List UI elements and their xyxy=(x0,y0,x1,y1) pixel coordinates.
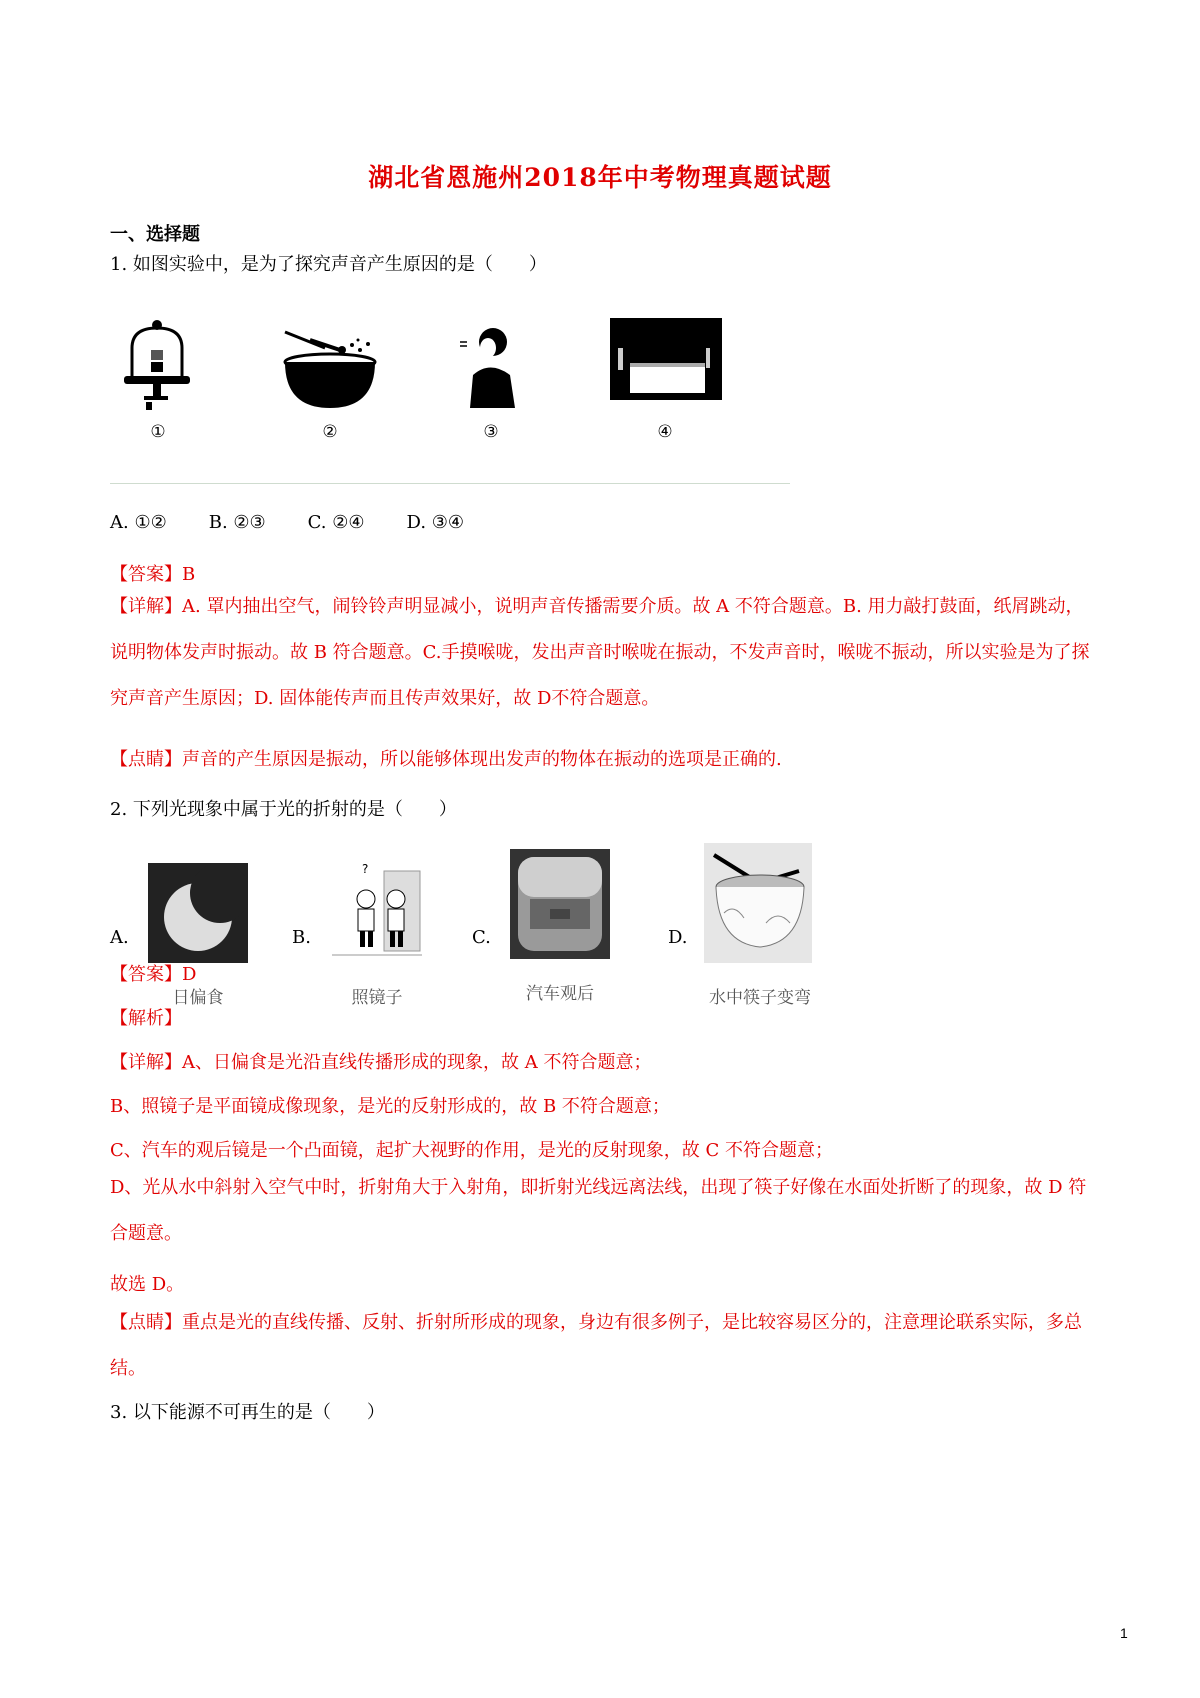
mirror-image xyxy=(332,863,422,963)
question-2-detail-a: 【详解】A、日偏食是光沿直线传播形成的现象，故 A 不符合题意； xyxy=(110,1052,652,1073)
caption-chopsticks: 水中筷子变弯 xyxy=(709,988,811,1008)
partial-eclipse-image xyxy=(148,863,248,963)
question-2-detail-b: B、照镜子是平面镜成像现象，是光的反射形成的，故 B 不符合题意； xyxy=(110,1096,670,1117)
question-1-answer: 【答案】B xyxy=(110,564,196,585)
drum-illustration xyxy=(280,320,380,415)
caption-rearview: 汽车观后 xyxy=(526,984,594,1004)
section-heading: 一、选择题 xyxy=(110,224,200,245)
caption-mirror: 照镜子 xyxy=(351,988,403,1008)
page-number: 1 xyxy=(1120,1625,1128,1641)
figure-label-2: ② xyxy=(322,422,338,442)
option-a: A. ①② xyxy=(110,512,167,533)
option-b-label: B. xyxy=(292,927,311,948)
figure-label-4: ④ xyxy=(657,422,673,442)
figure-label-1: ① xyxy=(150,422,166,442)
chopsticks-bowl-image xyxy=(704,843,812,963)
question-1-options xyxy=(110,512,506,533)
question-2-figure xyxy=(110,855,1010,1015)
option-b: B. ②③ xyxy=(208,512,266,533)
question-1-detail: 【详解】A. 罩内抽出空气，闹铃铃声明显减小，说明声音传播需要介质。故 A 不符合题意。B. 用力敲打鼓面，纸屑跳动，说明物体发声时振动。故 B 符合题意。C.手摸喉咙，发出声音时喉咙在振动，不发声音时，喉咙不振动，所以实验是为了探究声音产生原因；D. 固体能传声而且传声效果好，故 D不符合题意。 xyxy=(110,596,1090,709)
question-2-detail-c: C、汽车的观后镜是一个凸面镜，起扩大视野的作用，是光的反射现象，故 C 不符合题意； xyxy=(110,1140,833,1161)
question-2-detail-d: D、光从水中斜射入空气中时，折射角大于入射角，即折射光线远离法线，出现了筷子好像在水面处折断了的现象，故 D 符合题意。 xyxy=(110,1177,1087,1244)
figure-label-3: ③ xyxy=(483,422,499,442)
bell-jar-illustration xyxy=(122,318,192,413)
svg-text:?: ? xyxy=(362,863,369,876)
question-3-stem: 3. 以下能源不可再生的是（ ） xyxy=(110,1402,385,1423)
question-1-stem: 1. 如图实验中，是为了探究声音产生原因的是（ ） xyxy=(110,254,547,275)
option-c: C. ②④ xyxy=(307,512,365,533)
question-2-analysis: 【解析】 xyxy=(110,1008,182,1029)
rearview-mirror-image xyxy=(510,849,610,959)
option-d-label: D. xyxy=(668,927,688,948)
question-2-stem: 2. 下列光现象中属于光的折射的是（ ） xyxy=(110,799,457,820)
option-c-label: C. xyxy=(472,927,491,948)
question-1-figure xyxy=(110,318,790,488)
person-throat-illustration xyxy=(455,320,525,412)
option-d: D. ③④ xyxy=(406,512,465,533)
question-2-answer: 【答案】D xyxy=(110,964,197,985)
question-2-tip: 【点睛】重点是光的直线传播、反射、折射所形成的现象，身边有很多例子，是比较容易区分的，注意理论联系实际，多总结。 xyxy=(110,1312,1082,1379)
question-2-conclusion: 故选 D。 xyxy=(110,1274,185,1295)
option-a-label: A. xyxy=(110,927,129,948)
table-photo-illustration xyxy=(610,318,722,400)
page-title: 湖北省恩施州2018年中考物理真题试题 xyxy=(368,163,832,192)
caption-eclipse: 日偏食 xyxy=(172,988,224,1008)
figure-baseline xyxy=(110,483,790,484)
question-1-tip: 【点睛】声音的产生原因是振动，所以能够体现出发声的物体在振动的选项是正确的. xyxy=(110,749,782,770)
